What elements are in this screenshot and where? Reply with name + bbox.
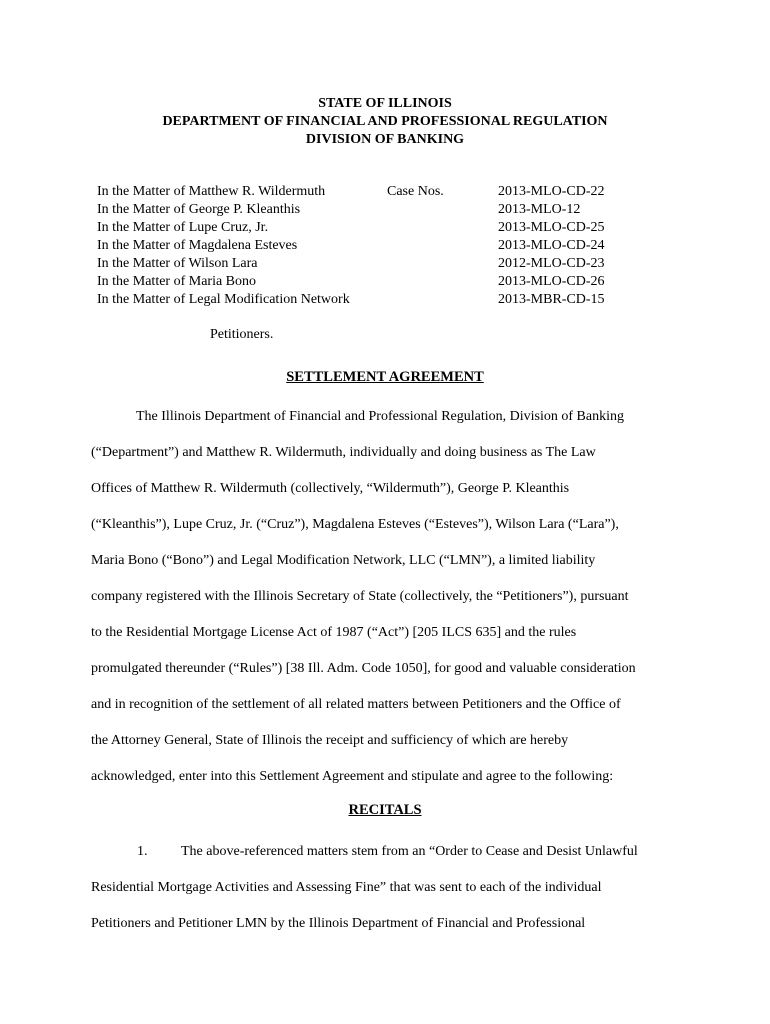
paragraph-line: (“Kleanthis”), Lupe Cruz, Jr. (“Cruz”), Magdalena Esteves (“Esteves”), Wilson Lara (“Lara”),: [91, 517, 619, 532]
paragraph-line: The Illinois Department of Financial and Professional Regulation, Division of Banking: [136, 409, 624, 424]
paragraph-line: Petitioners and Petitioner LMN by the Illinois Department of Financial and Professional: [91, 916, 586, 931]
matter-line: In the Matter of Maria Bono: [97, 274, 257, 289]
paragraph-line: The above-referenced matters stem from an “Order to Cease and Desist Unlawful: [181, 844, 638, 859]
case-nos-label-text: Case Nos.: [387, 184, 444, 199]
paragraph-line: promulgated thereunder (“Rules”) [38 Ill. Adm. Code 1050], for good and valuable consideration: [91, 661, 636, 676]
paragraph-line: the Attorney General, State of Illinois the receipt and sufficiency of which are hereby: [91, 733, 569, 748]
settlement-agreement-title: SETTLEMENT AGREEMENT: [286, 369, 484, 385]
matter-line: In the Matter of George P. Kleanthis: [97, 202, 301, 217]
matter-line: In the Matter of Wilson Lara: [97, 256, 258, 271]
recitals-title: RECITALS: [348, 802, 422, 818]
case-nos-label: [387, 183, 477, 201]
matter-line: In the Matter of Matthew R. Wildermuth: [97, 184, 326, 199]
paragraph-line: (“Department”) and Matthew R. Wildermuth, individually and doing business as The Law: [91, 445, 596, 460]
case-numbers: [498, 183, 658, 309]
case-caption-matters: [97, 183, 397, 309]
case-number: 2013-MLO-CD-24: [498, 238, 605, 253]
case-number: 2013-MLO-CD-22: [498, 184, 605, 199]
paragraph-line: Maria Bono (“Bono”) and Legal Modification Network, LLC (“LMN”), a limited liability: [91, 553, 596, 568]
paragraph-line: to the Residential Mortgage License Act of 1987 (“Act”) [205 ILCS 635] and the rules: [91, 625, 577, 640]
header-department: DEPARTMENT OF FINANCIAL AND PROFESSIONAL REGULATION: [162, 114, 608, 129]
petitioners-label: Petitioners.: [210, 327, 274, 342]
paragraph-line: Offices of Matthew R. Wildermuth (collectively, “Wildermuth”), George P. Kleanthis: [91, 481, 570, 496]
paragraph-line: company registered with the Illinois Secretary of State (collectively, the “Petitioners”), pursuant: [91, 589, 629, 604]
paragraph-line: acknowledged, enter into this Settlement Agreement and stipulate and agree to the following:: [91, 769, 614, 784]
paragraph-line: Residential Mortgage Activities and Assessing Fine” that was sent to each of the individual: [91, 880, 602, 895]
paragraph-line: and in recognition of the settlement of all related matters between Petitioners and the Office of: [91, 697, 621, 712]
case-number: 2012-MLO-CD-23: [498, 256, 605, 271]
header-state: STATE OF ILLINOIS: [318, 96, 452, 111]
matter-line: In the Matter of Legal Modification Network: [97, 292, 350, 307]
header-division: DIVISION OF BANKING: [305, 132, 465, 147]
document-header: [0, 95, 770, 149]
matter-line: In the Matter of Magdalena Esteves: [97, 238, 298, 253]
case-number: 2013-MLO-CD-26: [498, 274, 605, 289]
case-number: 2013-MBR-CD-15: [498, 292, 605, 307]
recital-number: 1.: [137, 844, 148, 859]
matter-line: In the Matter of Lupe Cruz, Jr.: [97, 220, 269, 235]
case-number: 2013-MLO-12: [498, 202, 581, 217]
case-number: 2013-MLO-CD-25: [498, 220, 605, 235]
